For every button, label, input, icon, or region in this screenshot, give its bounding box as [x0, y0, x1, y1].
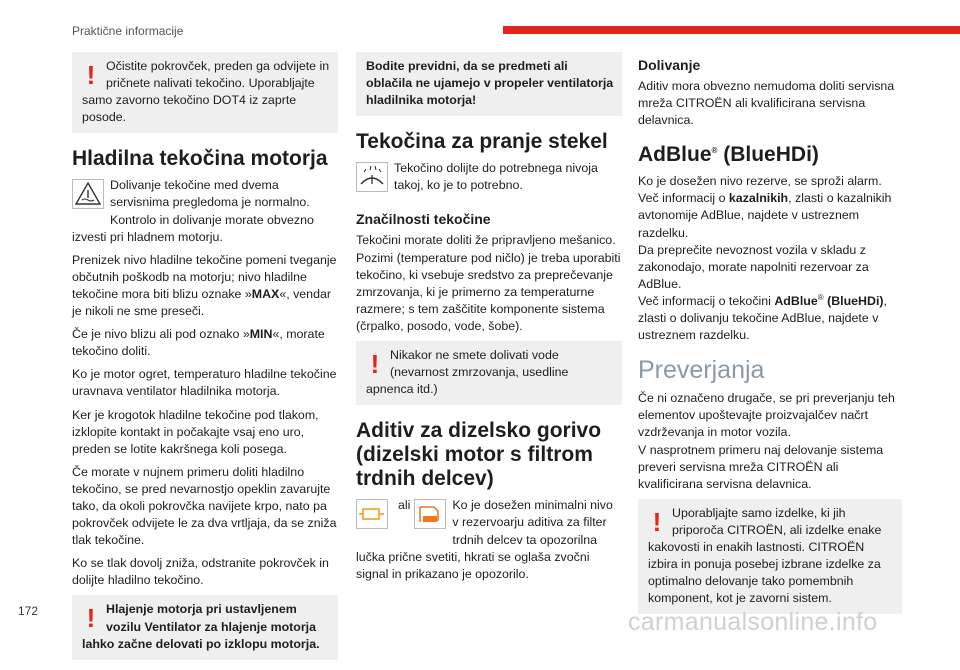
warning-icon: !	[86, 603, 96, 634]
text: , zlasti o dolivanju tekočine AdBlue, najdete v ustreznem razdelku.	[638, 293, 887, 343]
heading-text: AdBlue	[638, 143, 712, 167]
min-mark: MIN	[249, 327, 273, 342]
coolant-p3	[72, 252, 338, 320]
or-text: ali	[398, 498, 411, 513]
text: Če je nivo blizu ali pod oznako »	[72, 327, 250, 342]
warning-note-brake-fluid	[72, 52, 338, 133]
bold-text: (BlueHDi)	[823, 293, 884, 308]
washer-refill	[356, 160, 622, 200]
caution-note-propeller	[356, 52, 622, 116]
note-text: Hlajenje motorja pri ustavljenem vozilu Ventilator za hlajenje motorja lahko začne delovati po izklopu motorja.	[82, 602, 320, 651]
washer-fluid-icon	[356, 162, 388, 197]
header-accent-bar	[503, 26, 960, 34]
section-heading-adblue	[638, 143, 902, 167]
fluid-spec-text: Tekočini morate doliti že pripravljeno mešanico. Pozimi (temperature pod ničlo) je treba uporabiti tekočino, ki vsebuje sredstvo za preprečevanje zmrzovanja, ki je primerno za temperaturne razmere; s tem zaščitite komponente sistema (črpalko, posodo, vode, šobe).	[356, 233, 621, 333]
checks-p1: Če ni označeno drugače, se pri preverjanju teh elementov upoštevajte proizvajalčev načrt vzdrževanja in motor vozila.	[638, 391, 895, 440]
bold-text: AdBlue	[774, 293, 818, 308]
adblue-p3	[638, 190, 902, 241]
additive-text: Ko je dosežen minimalni nivo v rezervoarju aditiva za filter trdnih delcev ta opozorilna lučka prične svetiti, hkrati se oglaša zvočni signal in prikazano je opozorilo.	[356, 498, 613, 581]
max-mark: MAX	[251, 286, 280, 301]
watermark: carmanualsonline.info	[628, 608, 878, 636]
coolant-p5: Ko je motor ogret, temperaturo hladilne tekočine uravnava ventilator hladilnika motorja.	[72, 367, 337, 399]
section-heading-washer-fluid: Tekočina za pranje stekel	[356, 130, 608, 154]
note-text: Očistite pokrovček, preden ga odvijete in pričnete nalivati tekočino. Uporabljajte samo zavorno tekočino DOT4 iz zaprte posode.	[82, 59, 330, 125]
adblue-p2: Ko je dosežen nivo rezerve, se sproži alarm.	[638, 174, 882, 189]
subheading-fluid-spec: Značilnosti tekočine	[356, 211, 491, 228]
particle-filter-warning-icon-amber	[356, 499, 388, 534]
section-heading-coolant: Hladilna tekočina motorja	[72, 147, 328, 171]
text: Več informacij o	[638, 191, 729, 206]
heading-text: (BlueHDi)	[717, 143, 819, 167]
warning-icon: !	[652, 506, 662, 537]
text: Več informacij o tekočini	[638, 293, 775, 308]
page-number: 172	[18, 604, 39, 618]
note-text: Uporabljajte samo izdelke, ki jih priporoča CITROËN, ali izdelke enake kakovosti in enakih lastnosti. CITROËN izbira in ponuja posebej izbrane izdelke za optimalno delovanje tako pomembnih komponent, kot je zavorni sistem.	[648, 505, 882, 606]
text: «, morate tekočino doliti.	[72, 327, 325, 359]
registered-mark: ®	[711, 146, 718, 156]
coolant-p6: Ker je krogotok hladilne tekočine pod tlakom, izklopite kontakt in počakajte vsaj eno uro, preden se lotite kakršnega koli posega.	[72, 407, 319, 456]
section-heading-checks: Preverjanja	[638, 356, 765, 385]
subheading-refill: Dolivanje	[638, 57, 701, 73]
text: , zlasti o kazalnikih avtonomije AdBlue, najdete v ustreznem razdelku.	[638, 191, 892, 240]
registered-mark: ®	[817, 292, 824, 302]
refill-text: Aditiv mora obvezno nemudoma doliti servisna mreža CITROËN ali kvalificirana servisna delavnica.	[638, 79, 895, 128]
fuel-additive-icon-orange	[414, 499, 446, 534]
coolant-intro-text: Dolivanje tekočine med dvema servisnima pregledoma je normalno.	[110, 178, 310, 210]
coolant-icon	[72, 179, 104, 214]
running-header: Praktične informacije	[72, 24, 184, 38]
coolant-p8: Ko se tlak dovolj zniža, odstranite pokrovček in dolijte hladilno tekočino.	[72, 556, 329, 588]
adblue-p4: Da preprečite nevoznost vozila v skladu z zakonodajo, morate napolniti rezervoar za AdBlue.	[638, 242, 869, 291]
warning-note-products	[638, 499, 902, 615]
coolant-p7: Če morate v nujnem primeru doliti hladilno tekočino, se pred nevarnostjo opeklin zavarujte tako, da okoli pokrovčka navijete krpo, nato pa pokrovček odvijete le za dva vrtljaja, da se zniža tlak tekočine.	[72, 464, 337, 548]
coolant-p4	[72, 326, 338, 360]
bold-text: kazalnikih	[728, 191, 789, 206]
warning-icon: !	[370, 349, 380, 380]
column-2	[356, 52, 622, 589]
warning-icon: !	[86, 60, 96, 90]
warning-note-water	[356, 341, 622, 405]
coolant-p2: Kontrolo in dolivanje morate obvezno izvesti pri hladnem motorju.	[72, 212, 314, 244]
text: Prenizek nivo hladilne tekočine pomeni tveganje občutnih poškodb na motorju; nivo hladilne tekočine mora biti blizu oznake »	[72, 252, 337, 301]
note-text: Bodite previdni, da se predmeti ali oblačila ne ujamejo v propeler ventilatorja hladilnika motorja!	[366, 59, 614, 108]
additive-warning	[356, 497, 622, 582]
warning-note-fan	[72, 595, 338, 659]
text: «, vendar je nikoli ne sme preseči.	[72, 286, 331, 319]
column-3	[638, 52, 902, 624]
note-text: Nikakor ne smete dolivati vode (nevarnost zmrzovanja, usedline apnenca itd.)	[366, 348, 569, 397]
adblue-p5	[638, 293, 902, 344]
column-1	[72, 52, 338, 670]
checks-p2: V nasprotnem primeru naj delovanje sistema preveri servisna mreža CITROËN ali kvalificirana servisna delavnica.	[638, 442, 884, 491]
washer-refill-text: Tekočino dolijte do potrebnega nivoja takoj, ko je to potrebno.	[394, 161, 598, 193]
section-heading-diesel-additive: Aditiv za dizelsko gorivo (dizelski motor s filtrom trdnih delcev)	[356, 419, 602, 491]
